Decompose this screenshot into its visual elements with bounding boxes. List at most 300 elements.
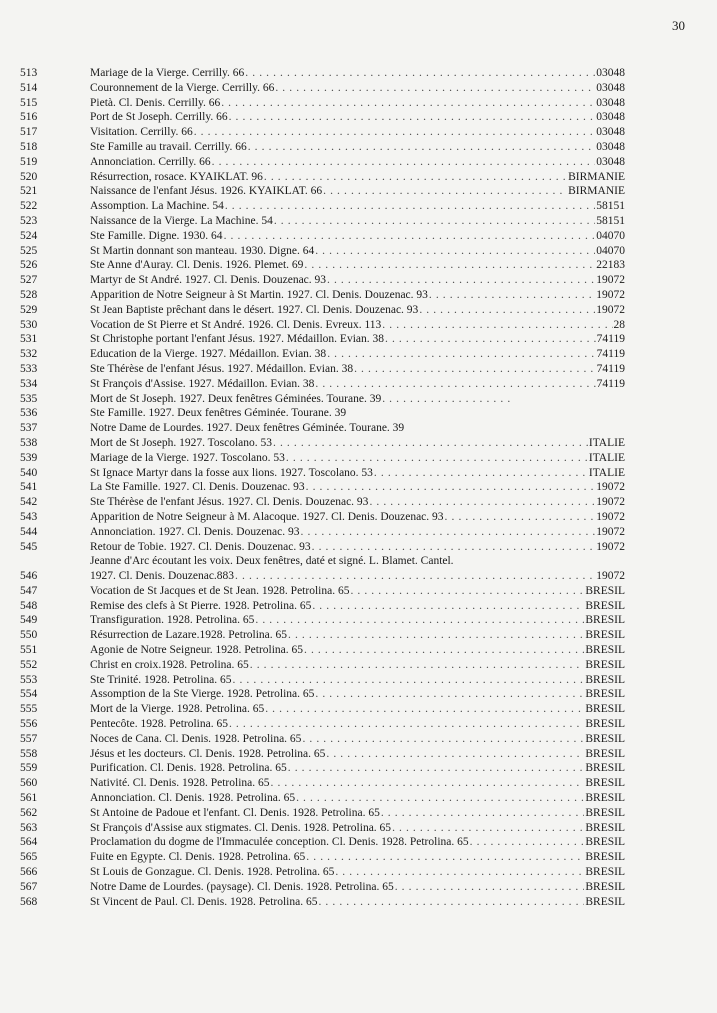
- list-item: [0, 643, 717, 658]
- entry-description: Nativité. Cl. Denis. 1928. Petrolina. 65: [90, 777, 270, 790]
- entry-body: [90, 318, 625, 333]
- entry-row: [90, 717, 625, 732]
- entry-row: [90, 362, 625, 377]
- list-item: [0, 613, 717, 628]
- entry-number: 560: [20, 777, 38, 790]
- entry-code: BRESIL: [585, 614, 625, 627]
- dot-leader: [306, 850, 584, 865]
- dot-leader: [274, 214, 595, 229]
- list-item: [0, 732, 717, 747]
- entry-row: [90, 273, 625, 288]
- list-item: [0, 880, 717, 895]
- entry-row: [90, 303, 625, 318]
- entry-row: [90, 761, 625, 776]
- entry-description: Mariage de la Vierge. 1927. Toscolano. 53: [90, 451, 285, 464]
- entry-code: BRESIL: [585, 777, 625, 790]
- entry-number: 559: [20, 762, 38, 775]
- dot-leader: [350, 584, 584, 599]
- entry-code: BRESIL: [585, 806, 625, 819]
- entry-code: BRESIL: [585, 792, 625, 805]
- entry-body: [90, 347, 625, 362]
- entry-row: [90, 66, 625, 81]
- entry-row: [90, 613, 625, 628]
- list-item: [0, 495, 717, 510]
- entry-row: [90, 821, 625, 836]
- entry-body: [90, 199, 625, 214]
- entry-list: [0, 66, 717, 909]
- dot-leader: [395, 880, 585, 895]
- dot-leader: [288, 761, 585, 776]
- entry-body: [90, 599, 625, 614]
- entry-body: [90, 495, 625, 510]
- entry-description: Fuite en Egypte. Cl. Denis. 1928. Petrolina. 65: [90, 851, 306, 864]
- entry-row: [90, 806, 625, 821]
- entry-number: 535: [20, 392, 38, 405]
- entry-code: 74119: [596, 333, 625, 346]
- entry-number: 516: [20, 111, 38, 124]
- entry-description: 1927. Cl. Denis. Douzenac.883: [90, 570, 235, 583]
- entry-number: 520: [20, 170, 38, 183]
- entry-number: 542: [20, 496, 38, 509]
- entry-description: Agonie de Notre Seigneur. 1928. Petrolina. 65: [90, 644, 304, 657]
- list-item: [0, 702, 717, 717]
- entry-row: [90, 451, 625, 466]
- entry-number: 549: [20, 614, 38, 627]
- entry-code: BRESIL: [585, 895, 625, 908]
- dot-leader: [354, 362, 596, 377]
- entry-description: Vocation de St Pierre et St André. 1926. Cl. Denis. Evreux. 113: [90, 318, 382, 331]
- dot-leader: [312, 599, 584, 614]
- list-item: [0, 480, 717, 495]
- list-item: [0, 747, 717, 762]
- dot-leader: [327, 273, 595, 288]
- entry-number: 550: [20, 629, 38, 642]
- entry-description: Mort de St Joseph. 1927. Toscolano. 53: [90, 436, 273, 449]
- entry-description: Couronnement de la Vierge. Cerrilly. 66: [90, 81, 275, 94]
- dot-leader: [327, 347, 595, 362]
- entry-number: 534: [20, 377, 38, 390]
- dot-leader: [221, 96, 595, 111]
- dot-leader: [229, 110, 596, 125]
- entry-body: [90, 850, 625, 865]
- entry-code: 03048: [596, 140, 625, 153]
- list-item: [0, 584, 717, 599]
- entry-body: [90, 732, 625, 747]
- entry-body: [90, 554, 625, 584]
- entry-row: [90, 332, 625, 347]
- entry-code: BIRMANIE: [568, 170, 625, 183]
- entry-row: [90, 288, 625, 303]
- list-item: [0, 451, 717, 466]
- entry-description: Education de la Vierge. 1927. Médaillon. Evian. 38: [90, 348, 327, 361]
- list-item: [0, 850, 717, 865]
- entry-number: 521: [20, 185, 38, 198]
- entry-row: [90, 599, 625, 614]
- list-item: [0, 110, 717, 125]
- entry-code: 74119: [596, 362, 625, 375]
- entry-description: Purification. Cl. Denis. 1928. Petrolina. 65: [90, 762, 287, 775]
- list-item: [0, 421, 717, 436]
- entry-body: [90, 806, 625, 821]
- entry-number: 522: [20, 200, 38, 213]
- entry-body: [90, 288, 625, 303]
- entry-body: [90, 865, 625, 880]
- entry-row: [90, 687, 625, 702]
- dot-leader: [233, 673, 585, 688]
- list-item: [0, 406, 717, 421]
- entry-description: Ste Famille au travail. Cerrilly. 66: [90, 140, 247, 153]
- entry-body: [90, 229, 625, 244]
- entry-number: 537: [20, 422, 38, 435]
- entry-row: [90, 184, 625, 199]
- entry-code: BRESIL: [585, 718, 625, 731]
- entry-row: [90, 835, 625, 850]
- entry-body: [90, 140, 625, 155]
- entry-number: 548: [20, 599, 38, 612]
- dot-leader: [429, 288, 595, 303]
- entry-number: 513: [20, 67, 38, 79]
- list-item: [0, 554, 717, 584]
- entry-body: [90, 406, 625, 421]
- entry-row: [90, 229, 625, 244]
- entry-code: 19072: [596, 510, 625, 523]
- entry-row: [90, 318, 625, 333]
- entry-description: Notre Dame de Lourdes. (paysage). Cl. Denis. 1928. Petrolina. 65: [90, 880, 394, 893]
- list-item: [0, 140, 717, 155]
- entry-description: Port de St Joseph. Cerrilly. 66: [90, 111, 228, 124]
- entry-number: 538: [20, 436, 38, 449]
- entry-code: 19072: [596, 288, 625, 301]
- list-item: [0, 258, 717, 273]
- entry-description: St Louis de Gonzague. Cl. Denis. 1928. Petrolina. 65: [90, 866, 335, 879]
- list-item: [0, 865, 717, 880]
- entry-body: [90, 332, 625, 347]
- entry-number: 525: [20, 244, 38, 257]
- entry-body: [90, 362, 625, 377]
- entry-description: Assomption. La Machine. 54: [90, 200, 224, 213]
- list-item: [0, 717, 717, 732]
- entry-number: 566: [20, 866, 38, 879]
- entry-body: [90, 702, 625, 717]
- entry-body: [90, 525, 625, 540]
- entry-row: [90, 495, 625, 510]
- entry-body: [90, 761, 625, 776]
- list-item: [0, 599, 717, 614]
- dot-leader: [304, 258, 595, 273]
- entry-code: BRESIL: [585, 599, 625, 612]
- entry-code: BRESIL: [585, 703, 625, 716]
- entry-description: Annonciation. 1927. Cl. Denis. Douzenac. 93: [90, 525, 300, 538]
- entry-code: ITALIE: [588, 436, 625, 449]
- entry-body: [90, 791, 625, 806]
- list-item: [0, 155, 717, 170]
- entry-description: St Vincent de Paul. Cl. Denis. 1928. Petrolina. 65: [90, 895, 318, 908]
- entry-row: [90, 392, 625, 407]
- entry-body: [90, 466, 625, 481]
- entry-number: 519: [20, 155, 38, 168]
- list-item: [0, 125, 717, 140]
- entry-body: [90, 776, 625, 791]
- entry-body: [90, 258, 625, 273]
- dot-leader: [212, 155, 596, 170]
- entry-code: 74119: [596, 377, 625, 390]
- entry-code: BRESIL: [585, 851, 625, 864]
- list-item: [0, 791, 717, 806]
- entry-code: 74119: [596, 348, 625, 361]
- entry-body: [90, 747, 625, 762]
- dot-leader: [250, 658, 585, 673]
- list-item: [0, 273, 717, 288]
- list-item: [0, 821, 717, 836]
- entry-body: [90, 835, 625, 850]
- dot-leader: [224, 229, 596, 244]
- entry-body: [90, 451, 625, 466]
- entry-code: BRESIL: [585, 836, 625, 849]
- entry-code: 58151: [596, 214, 625, 227]
- dot-leader: [392, 821, 584, 836]
- list-item: [0, 184, 717, 199]
- list-item: [0, 244, 717, 259]
- entry-row: [90, 673, 625, 688]
- entry-description: Naissance de l'enfant Jésus. 1926. KYAIKLAT. 66: [90, 185, 323, 198]
- dot-leader: [419, 303, 595, 318]
- list-item: [0, 466, 717, 481]
- entry-description: Ste Thérèse de l'enfant Jésus. 1927. Médaillon. Evian. 38: [90, 362, 354, 375]
- entry-description: Ste Famille. Digne. 1930. 64: [90, 229, 223, 242]
- entry-number: 541: [20, 481, 38, 494]
- entry-number: 557: [20, 732, 38, 745]
- entry-body: [90, 392, 625, 407]
- entry-row: [90, 347, 625, 362]
- entry-code: 19072: [596, 274, 625, 287]
- entry-body: [90, 66, 625, 81]
- list-item: [0, 199, 717, 214]
- entry-number: 523: [20, 214, 38, 227]
- list-item: [0, 347, 717, 362]
- entry-number: 555: [20, 703, 38, 716]
- entry-row: [90, 643, 625, 658]
- entry-body: [90, 170, 625, 185]
- entry-description: St François d'Assise. 1927. Médaillon. Evian. 38: [90, 377, 315, 390]
- entry-number: 565: [20, 851, 38, 864]
- entry-body: [90, 880, 625, 895]
- dot-leader: [225, 199, 595, 214]
- entry-code: BRESIL: [585, 673, 625, 686]
- entry-number: 514: [20, 81, 38, 94]
- list-item: [0, 436, 717, 451]
- entry-number: 554: [20, 688, 38, 701]
- entry-number: 568: [20, 895, 38, 908]
- entry-description: Mort de la Vierge. 1928. Petrolina. 65: [90, 703, 265, 716]
- entry-row: [90, 110, 625, 125]
- list-item: [0, 761, 717, 776]
- entry-description: Annonciation. Cl. Denis. 1928. Petrolina. 65: [90, 792, 296, 805]
- dot-leader: [235, 569, 595, 584]
- list-item: [0, 66, 717, 81]
- dot-leader: [318, 895, 584, 910]
- entry-code: 03048: [596, 67, 625, 79]
- entry-code: 03048: [596, 111, 625, 124]
- dot-leader: [302, 732, 584, 747]
- entry-body: [90, 687, 625, 702]
- entry-body: [90, 628, 625, 643]
- entry-code: 19072: [596, 481, 625, 494]
- list-item: [0, 332, 717, 347]
- dot-leader: [382, 392, 512, 407]
- entry-number: 526: [20, 259, 38, 272]
- list-item: [0, 96, 717, 111]
- entry-number: 529: [20, 303, 38, 316]
- entry-code: BRESIL: [585, 762, 625, 775]
- dot-leader: [255, 613, 584, 628]
- entry-body: [90, 184, 625, 199]
- entry-body: [90, 155, 625, 170]
- entry-body: [90, 110, 625, 125]
- list-item: [0, 895, 717, 910]
- entry-number: 540: [20, 466, 38, 479]
- entry-row: [90, 895, 625, 910]
- list-item: [0, 170, 717, 185]
- dot-leader: [315, 244, 595, 259]
- list-item: [0, 392, 717, 407]
- entry-description: Mariage de la Vierge. Cerrilly. 66: [90, 67, 245, 79]
- entry-code: BRESIL: [585, 732, 625, 745]
- entry-row: [90, 525, 625, 540]
- entry-code: 58151: [596, 200, 625, 213]
- entry-body: [90, 81, 625, 96]
- entry-number: 556: [20, 718, 38, 731]
- entry-code: 03048: [596, 155, 625, 168]
- entry-row: [90, 510, 625, 525]
- list-item: [0, 229, 717, 244]
- dot-leader: [385, 332, 596, 347]
- entry-description: Pentecôte. 1928. Petrolina. 65: [90, 718, 228, 731]
- entry-number: 567: [20, 880, 38, 893]
- entry-body: [90, 377, 625, 392]
- entry-body: [90, 584, 625, 599]
- entry-code: 19072: [596, 496, 625, 509]
- list-item: [0, 540, 717, 555]
- entry-body: [90, 96, 625, 111]
- dot-leader: [286, 451, 588, 466]
- dot-leader: [312, 540, 596, 555]
- entry-row: [90, 702, 625, 717]
- dot-leader: [296, 791, 584, 806]
- entry-row: [90, 140, 625, 155]
- entry-row: [90, 732, 625, 747]
- entry-row: [90, 880, 625, 895]
- dot-leader: [301, 525, 596, 540]
- dot-leader: [315, 687, 584, 702]
- entry-description: Pietà. Cl. Denis. Cerrilly. 66: [90, 96, 221, 109]
- entry-number: 517: [20, 126, 38, 139]
- entry-number: 532: [20, 348, 38, 361]
- entry-code: 28: [613, 318, 625, 331]
- entry-row: [90, 584, 625, 599]
- entry-number: 546: [20, 570, 38, 583]
- list-item: [0, 288, 717, 303]
- entry-code: BRESIL: [585, 866, 625, 879]
- list-item: [0, 362, 717, 377]
- dot-leader: [315, 377, 595, 392]
- entry-row: [90, 865, 625, 880]
- entry-description: St Ignace Martyr dans la fosse aux lions. 1927. Toscolano. 53: [90, 466, 373, 479]
- entry-number: 562: [20, 806, 38, 819]
- entry-code: 19072: [596, 540, 625, 553]
- entry-number: 544: [20, 525, 38, 538]
- entry-description: Mort de St Joseph. 1927. Deux fenêtres Géminées. Tourane. 39: [90, 392, 382, 405]
- entry-description: St Martin donnant son manteau. 1930. Digne. 64: [90, 244, 315, 257]
- list-item: [0, 214, 717, 229]
- entry-description: Transfiguration. 1928. Petrolina. 65: [90, 614, 255, 627]
- entry-description: Ste Thérèse de l'enfant Jésus. 1927. Cl. Denis. Douzenac. 93: [90, 496, 369, 509]
- entry-code: BIRMANIE: [568, 185, 625, 198]
- entry-body: [90, 821, 625, 836]
- entry-number: 527: [20, 274, 38, 287]
- entry-number: 530: [20, 318, 38, 331]
- entry-number: 536: [20, 407, 38, 420]
- entry-number: 518: [20, 140, 38, 153]
- list-item: [0, 776, 717, 791]
- dot-leader: [275, 81, 595, 96]
- list-item: [0, 81, 717, 96]
- entry-body: [90, 125, 625, 140]
- entry-description: Vocation de St Jacques et de St Jean. 1928. Petrolina. 65: [90, 584, 350, 597]
- dot-leader: [369, 495, 595, 510]
- entry-row: [90, 96, 625, 111]
- list-item: [0, 806, 717, 821]
- entry-number: 563: [20, 821, 38, 834]
- entry-code: BRESIL: [585, 880, 625, 893]
- dot-leader: [194, 125, 596, 140]
- entry-description: Visitation. Cerrilly. 66: [90, 126, 193, 139]
- entry-description: Noces de Cana. Cl. Denis. 1928. Petrolina. 65: [90, 732, 302, 745]
- entry-row: [90, 628, 625, 643]
- entry-code: 03048: [596, 81, 625, 94]
- entry-body: [90, 613, 625, 628]
- entry-code: BRESIL: [585, 629, 625, 642]
- dot-leader: [335, 865, 584, 880]
- entry-row: [90, 480, 625, 495]
- entry-row: [90, 170, 625, 185]
- entry-code: BRESIL: [585, 658, 625, 671]
- entry-body: [90, 540, 625, 555]
- entry-number: 515: [20, 96, 38, 109]
- entry-body: [90, 658, 625, 673]
- entry-number: 539: [20, 451, 38, 464]
- entry-description-line: Jeanne d'Arc écoutant les voix. Deux fenêtres, daté et signé. L. Blamet. Cantel.: [90, 555, 454, 568]
- entry-number: 552: [20, 658, 38, 671]
- entry-body: [90, 244, 625, 259]
- entry-body: [90, 273, 625, 288]
- entry-description: Remise des clefs à St Pierre. 1928. Petrolina. 65: [90, 599, 312, 612]
- dot-leader: [470, 835, 585, 850]
- dot-leader: [248, 140, 596, 155]
- entry-body: [90, 303, 625, 318]
- entry-code: 19072: [596, 525, 625, 538]
- entry-row: [90, 406, 625, 421]
- dot-leader: [273, 436, 588, 451]
- dot-leader: [326, 747, 584, 762]
- entry-code: BRESIL: [585, 644, 625, 657]
- entry-number: 553: [20, 673, 38, 686]
- list-item: [0, 835, 717, 850]
- entry-code: BRESIL: [585, 747, 625, 760]
- entry-description: Martyr de St André. 1927. Cl. Denis. Douzenac. 93: [90, 274, 327, 287]
- entry-row: [90, 155, 625, 170]
- entry-number: 564: [20, 836, 38, 849]
- list-item: [0, 628, 717, 643]
